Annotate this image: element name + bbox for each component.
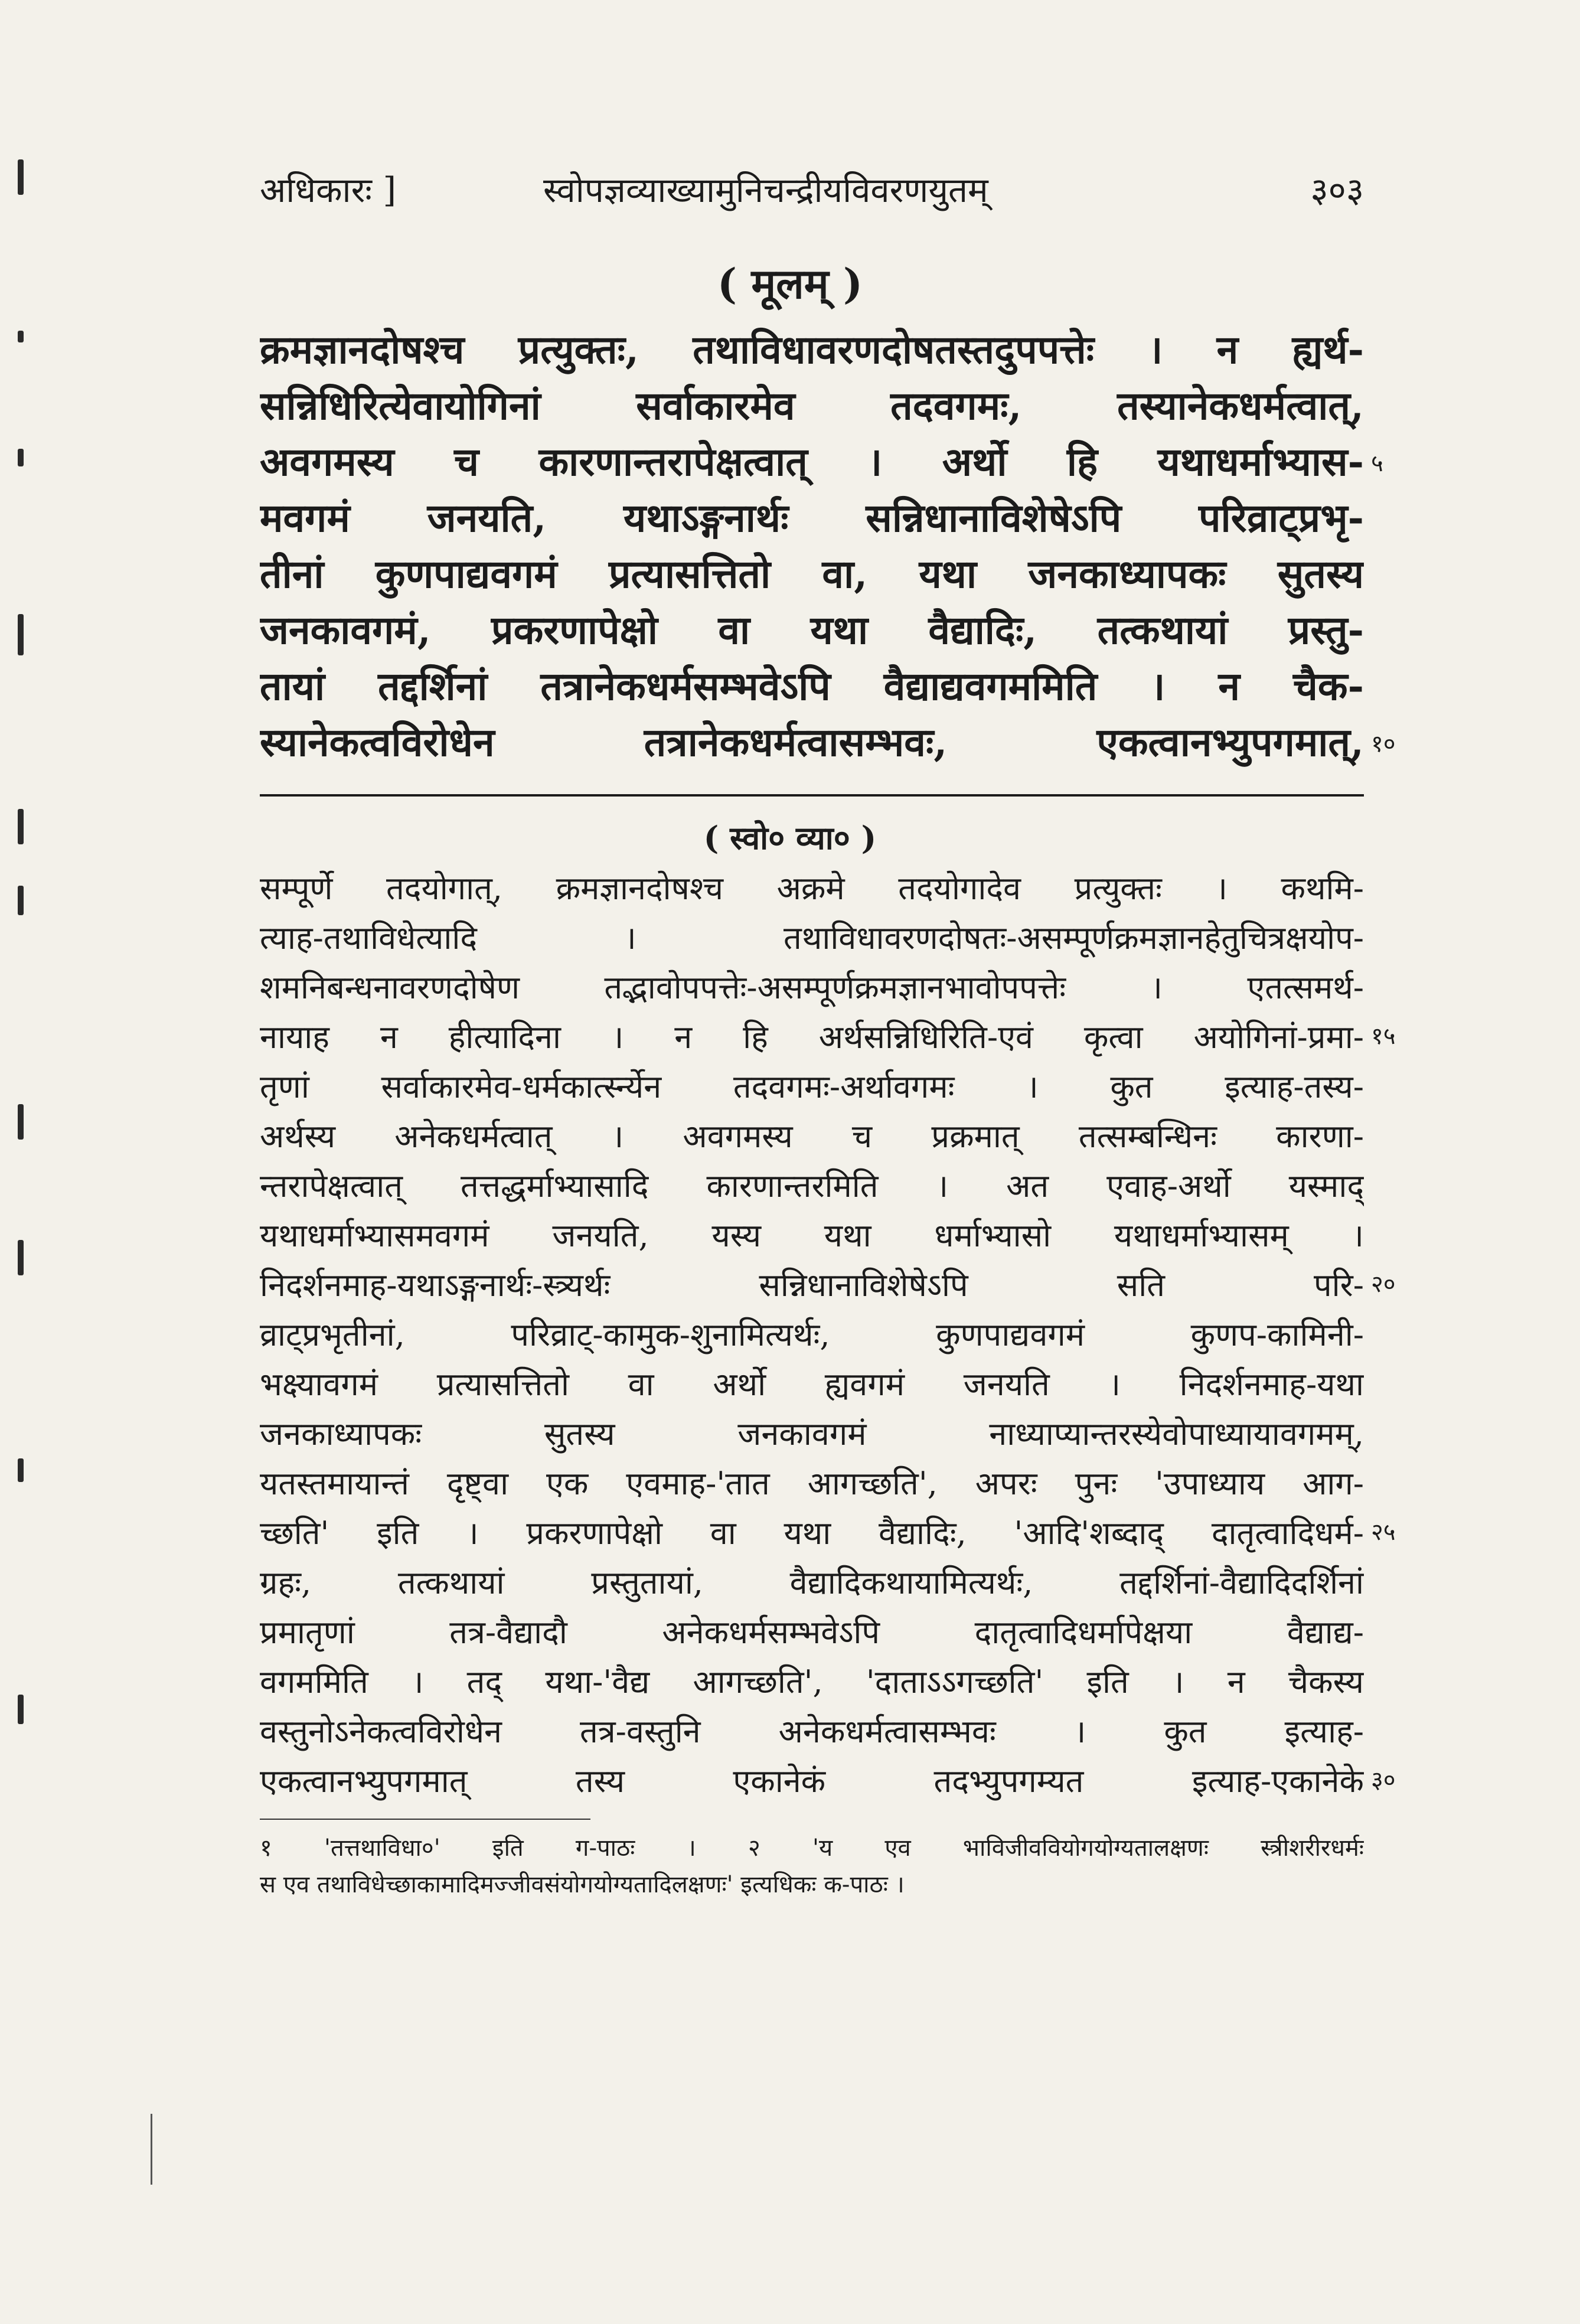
- commentary-line: सम्पूर्णे तदयोगात्, क्रमज्ञानदोषश्च अक्रमे तदयोगादेव प्रत्युक्तः । कथमि-: [260, 870, 1364, 907]
- scan-artifact: [18, 159, 24, 195]
- commentary-line: यथाधर्माभ्यासमवगमं जनयति, यस्य यथा धर्माभ्यासो यथाधर्माभ्यासम् ।: [260, 1217, 1364, 1254]
- footnote-divider: [260, 1819, 590, 1820]
- commentary-line: यतस्तमायान्तं दृष्ट्वा एक एवमाह-'तात आगच्छति', अपरः पुनः 'उपाध्याय आग-: [260, 1465, 1364, 1502]
- commentary-line: नायाह न हीत्यादिना । न हि अर्थसन्निधिरिति-एवं कृत्वा अयोगिनां-प्रमा-: [260, 1019, 1364, 1056]
- root-line: मवगमं जनयति, यथाऽङ्गनार्थः सन्निधानाविशेषेऽपि परिव्राट्प्रभृ-: [260, 495, 1364, 541]
- running-header: [260, 165, 1364, 230]
- commentary-text: [260, 865, 1364, 1833]
- root-line: क्रमज्ञानदोषश्च प्रत्युक्तः, तथाविधावरणदोषतस्तदुपपत्तेः । न ह्यर्थ-: [260, 327, 1364, 373]
- root-section-title: ( मूलम् ): [717, 259, 863, 308]
- commentary-line: व्राट्प्रभृतीनां, परिव्राट्-कामुक-शुनामित्यर्थः, कुणपाद्यवगमं कुणप-कामिनी-: [260, 1316, 1364, 1353]
- commentary-line: जनकाध्यापकः सुतस्य जनकावगमं नाध्याप्यान्तरस्येवोपाध्यायावगमम्,: [260, 1415, 1364, 1452]
- scan-artifact: [18, 614, 24, 655]
- scan-artifact: [18, 1104, 24, 1140]
- commentary-line: ग्रहः, तत्कथायां प्रस्तुतायां, वैद्यादिकथायामित्यर्थः, तद्दर्शिनां-वैद्यादिदर्शिनां: [260, 1564, 1364, 1601]
- book-title: स्वोपज्ञव्याख्यामुनिचन्द्रीयविवरणयुतम्: [543, 170, 988, 210]
- root-line: तायां तद्दर्शिनां तत्रानेकधर्मसम्भवेऽपि वैद्याद्यवगममिति । न चैक-: [260, 663, 1364, 709]
- root-line: अवगमस्य च कारणान्तरापेक्षत्वात् । अर्थो हि यथाधर्माभ्यास-: [260, 439, 1364, 485]
- root-line: तीनां कुणपाद्यवगमं प्रत्यासत्तितो वा, यथा जनकाध्यापकः सुतस्य: [260, 551, 1364, 597]
- footnote-line: १ 'तत्तथाविधा०' इति ग-पाठः । २ 'य एव भाविजीववियोगयोग्यतालक्षणः स्त्रीशरीरधर्मः: [260, 1835, 1364, 1862]
- line-number: १०: [1371, 730, 1396, 758]
- root-text: [260, 322, 1364, 794]
- scan-artifact: [18, 331, 24, 342]
- scan-artifact: [18, 886, 24, 915]
- footnote-line: स एव तथाविधेच्छाकामादिमज्जीवसंयोगयोग्यतादिलक्षणः' इत्यधिकः क-पाठः ।: [260, 1871, 905, 1898]
- commentary-line: एकत्वानभ्युपगमात् तस्य एकानेकं तदभ्युपगम्यत इत्याह-एकानेके: [260, 1762, 1364, 1800]
- line-number: २५: [1371, 1519, 1396, 1546]
- commentary-line: शमनिबन्धनावरणदोषेण तद्भावोपपत्तेः-असम्पूर्णक्रमज्ञानभावोपपत्तेः । एतत्समर्थ-: [260, 969, 1364, 1006]
- scan-artifact: [18, 1240, 24, 1275]
- chapter-label: अधिकारः ]: [260, 170, 397, 210]
- footnotes: [260, 1830, 1364, 1913]
- commentary-title: ( स्वो० व्या० ): [703, 819, 877, 857]
- scan-artifact: [151, 2114, 152, 2185]
- root-line: स्यानेकत्वविरोधेन तत्रानेकधर्मत्वासम्भवः, एकत्वानभ्युपगमात्,: [260, 719, 1364, 765]
- scan-artifact: [18, 449, 24, 466]
- commentary-line: निदर्शनमाह-यथाऽङ्गनार्थः-स्त्र्यर्थः सन्निधानाविशेषेऽपि सति परि-: [260, 1267, 1364, 1304]
- page-number: ३०३: [1310, 170, 1364, 210]
- section-divider: [260, 794, 1364, 797]
- line-number: ३०: [1371, 1767, 1396, 1794]
- commentary-line: त्याह-तथाविधेत्यादि । तथाविधावरणदोषतः-असम्पूर्णक्रमज्ञानहेतुचित्रक्षयोप-: [260, 919, 1364, 957]
- commentary-line: न्तरापेक्षत्वात् तत्तद्धर्माभ्यासादि कारणान्तरमिति । अत एवाह-अर्थो यस्माद्: [260, 1167, 1364, 1205]
- line-number: ५: [1371, 450, 1383, 477]
- root-line: सन्निधिरित्येवायोगिनां सर्वाकारमेव तदवगमः, तस्यानेकधर्मत्वात्,: [260, 383, 1364, 429]
- commentary-line: तृणां सर्वाकारमेव-धर्मकार्त्स्न्येन तदवगमः-अर्थावगमः । कुत इत्याह-तस्य-: [260, 1068, 1364, 1105]
- commentary-line: च्छति' इति । प्रकरणापेक्षो वा यथा वैद्यादिः, 'आदि'शब्दाद् दातृत्वादिधर्म-: [260, 1514, 1364, 1552]
- commentary-line: वगममिति । तद् यथा-'वैद्य आगच्छति', 'दाताऽऽगच्छति' इति । न चैकस्य: [260, 1663, 1364, 1700]
- root-line: जनकावगमं, प्रकरणापेक्षो वा यथा वैद्यादिः, तत्कथायां प्रस्तु-: [260, 607, 1364, 653]
- commentary-line: भक्ष्यावगमं प्रत्यासत्तितो वा अर्थो ह्यवगमं जनयति । निदर्शनमाह-यथा: [260, 1366, 1364, 1403]
- line-number: १५: [1371, 1023, 1396, 1050]
- commentary-line: प्रमातृणां तत्र-वैद्यादौ अनेकधर्मसम्भवेऽपि दातृत्वादिधर्मापेक्षया वैद्याद्य-: [260, 1614, 1364, 1651]
- scan-artifact: [18, 1458, 24, 1482]
- line-number: २०: [1371, 1271, 1396, 1298]
- scan-artifact: [18, 1695, 24, 1724]
- commentary-line: वस्तुनोऽनेकत्वविरोधेन तत्र-वस्तुनि अनेकधर्मत्वासम्भवः । कुत इत्याह-: [260, 1713, 1364, 1750]
- commentary-line: अर्थस्य अनेकधर्मत्वात् । अवगमस्य च प्रक्रमात् तत्सम्बन्धिनः कारणा-: [260, 1118, 1364, 1155]
